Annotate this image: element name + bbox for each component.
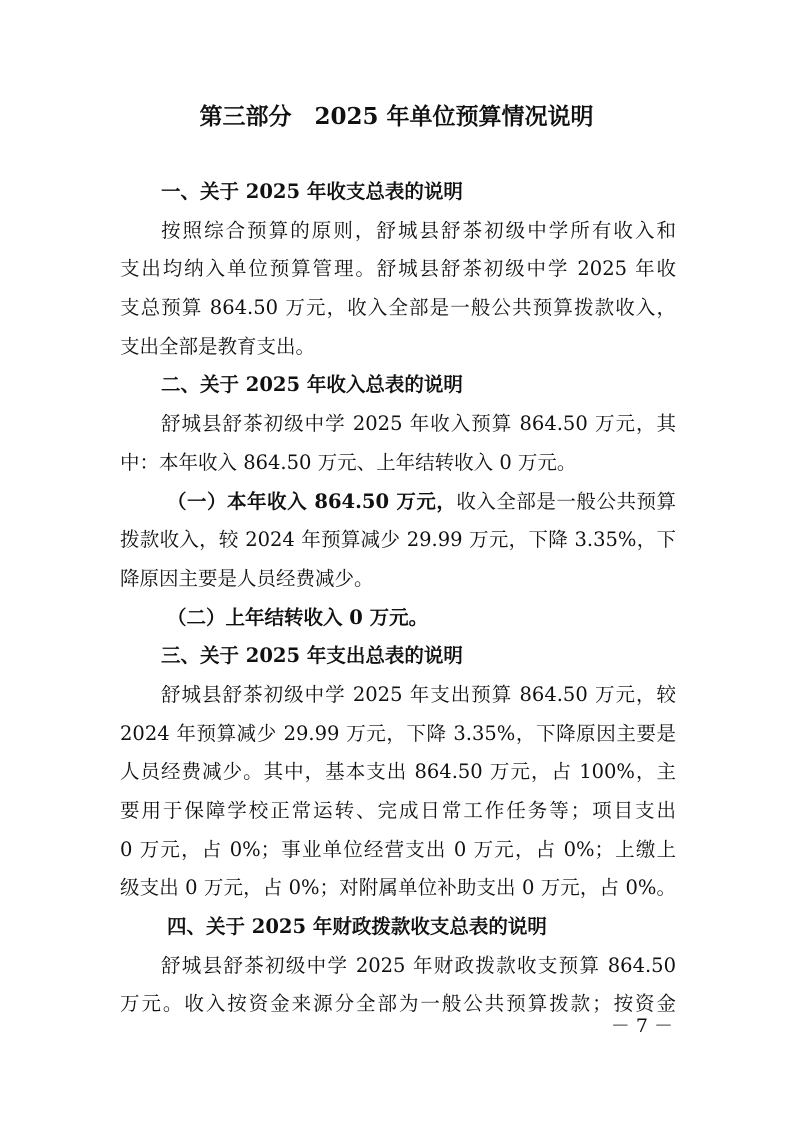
page-title: 第三部分 2025 年单位预算情况说明 [199, 103, 594, 130]
paragraph-line: 支总预算 864.50 万元，收入全部是一般公共预算拨款收入， [120, 296, 676, 320]
paragraph-line: 降原因主要是人员经费减少。 [120, 566, 374, 590]
page-number: － 7 － [610, 1015, 673, 1037]
paragraph-line: 万元。收入按资金来源分全部为一般公共预算拨款；按资金 [120, 992, 676, 1016]
paragraph-line: 人员经费减少。其中，基本支出 864.50 万元，占 100%，主 [120, 760, 676, 784]
subsection-current-year-income-text: 收入全部是一般公共预算 [456, 489, 676, 513]
paragraph-line: 舒城县舒茶初级中学 2025 年财政拨款收支预算 864.50 [161, 953, 676, 977]
paragraph-line: 舒城县舒茶初级中学 2025 年支出预算 864.50 万元，较 [161, 682, 676, 706]
subsection-current-year-income [120, 483, 676, 522]
paragraph-line: 支出均纳入单位预算管理。舒城县舒茶初级中学 2025 年收 [120, 257, 676, 281]
paragraph-line: 按照综合预算的原则，舒城县舒茶初级中学所有收入和 [161, 218, 676, 242]
paragraph-line: 支出全部是教育支出。 [120, 334, 316, 358]
subsection-prior-year-carryover: （二）上年结转收入 0 万元。 [167, 605, 429, 629]
section-heading-income-expense-summary: 一、关于 2025 年收支总表的说明 [161, 180, 463, 203]
paragraph-line: 舒城县舒茶初级中学 2025 年收入预算 864.50 万元，其 [161, 412, 676, 436]
subsection-current-year-income-label: （一）本年收入 864.50 万元， [167, 489, 457, 513]
section-heading-expense-summary: 三、关于 2025 年支出总表的说明 [161, 644, 463, 668]
paragraph-line: 级支出 0 万元，占 0%；对附属单位补助支出 0 万元，占 0%。 [120, 876, 676, 900]
paragraph-line: 0 万元，占 0%；事业单位经营支出 0 万元，占 0%；上缴上 [120, 837, 676, 861]
section-heading-fiscal-appropriation-summary: 四、关于 2025 年财政拨款收支总表的说明 [167, 915, 547, 939]
paragraph-line: 2024 年预算减少 29.99 万元，下降 3.35%，下降原因主要是 [120, 721, 676, 745]
paragraph-line: 要用于保障学校正常运转、完成日常工作任务等；项目支出 [120, 799, 676, 822]
paragraph-line: 中：本年收入 864.50 万元、上年结转收入 0 万元。 [120, 450, 577, 474]
section-heading-income-summary: 二、关于 2025 年收入总表的说明 [161, 373, 463, 397]
paragraph-line: 拨款收入，较 2024 年预算减少 29.99 万元，下降 3.35%，下 [120, 528, 676, 552]
document-body [120, 173, 676, 1024]
